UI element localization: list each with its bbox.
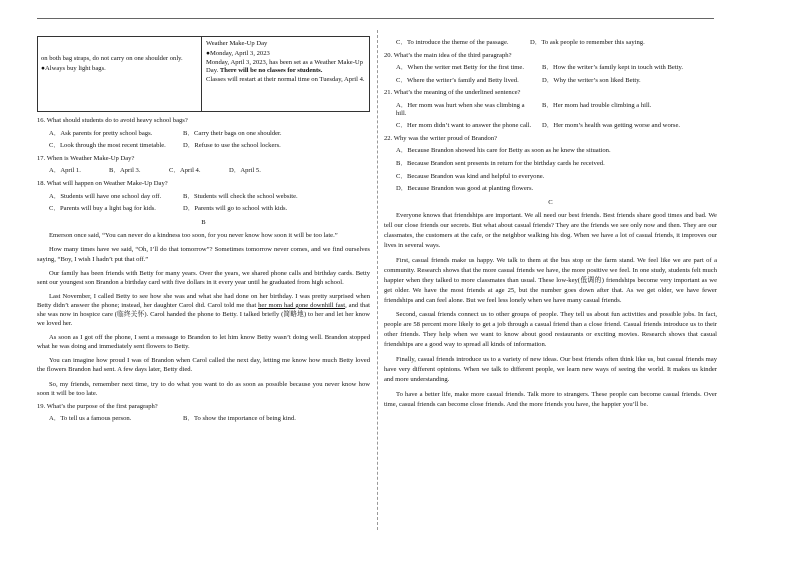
option-b: B．Carry their bags on one shoulder. <box>183 129 282 137</box>
passage-c-letter: C <box>548 198 553 206</box>
options <box>384 147 717 192</box>
option-a: A．April 1. <box>49 167 81 175</box>
passage-c-paragraph: To have a better life, make more casual friends. Talk more to strangers. These people can become casual friends. Over time, casual friends can become close friends. And the more friends you have, the happier you’ll be. <box>384 390 717 408</box>
passage-c-paragraph: Everyone knows that friendships are important. We all need our best friends. Best friends share good times and bad. We tell our close friends our secrets. But what about casual friends? They are the friends we see only now and then. They are our classmates, the customers at the cafe, or the neighbor walking his dog. When we have a lot of casual friends, it improves our lives in several ways. <box>384 212 717 250</box>
notice-table-left-cell <box>38 37 202 111</box>
notice-table-right-cell <box>202 37 369 111</box>
option-c: C．Parents will buy a light bag for kids. <box>49 205 156 213</box>
options <box>37 415 370 423</box>
option-a: A．When the writer met Betty for the first time. <box>396 64 524 72</box>
passage-b-paragraph: Emerson once said, “You can never do a kindness too soon, for you never know how soon it will be too late.” <box>49 232 338 240</box>
question-22 <box>384 135 717 193</box>
passage-b-paragraph: How many times have we said, “Oh, I’ll do that tomorrow”? Sometimes tomorrow never comes, and we find ourselves saying, “Boy, I wish I hadn’t put that off.” <box>37 246 370 263</box>
options <box>37 193 370 213</box>
question-19-options-continued <box>384 39 717 47</box>
options <box>37 130 370 150</box>
notice-body <box>206 59 365 74</box>
underlined-sentence: her mom had gone downhill fast <box>258 301 346 309</box>
option-b: B．To show the importance of being kind. <box>183 415 296 423</box>
text: , and that she was now in hospice care (临终关怀). Carol handed the phone to Betty. I talked briefly (简略地) to her and let her know we loved her. <box>37 301 370 328</box>
question-18 <box>37 180 370 213</box>
option-b: B．Students will check the school website. <box>183 192 298 200</box>
question-16 <box>37 117 370 150</box>
option-a: A．Her mom was hurt when she was climbing a hill. <box>396 101 525 117</box>
left-column <box>37 36 370 423</box>
column-divider <box>377 30 378 530</box>
option-b: B．Her mom had trouble climbing a hill. <box>542 101 652 109</box>
options <box>37 167 370 175</box>
passage-b-letter: B <box>201 218 206 226</box>
notice-text: Monday, April 3, 2023, has been set as a Weather Make-Up Day. <box>206 59 363 74</box>
option-c: C．Her mom didn’t want to answer the phone call. <box>396 122 532 130</box>
notice-date: ●Monday, April 3, 2023 <box>206 49 270 57</box>
option-d: D．Parents will go to school with kids. <box>183 205 288 213</box>
option-c: C．Where the writer’s family and Betty lived. <box>396 76 519 84</box>
question-20 <box>384 52 717 85</box>
option-d: D．To ask people to remember this saying. <box>530 39 645 46</box>
table-left-line1: on both bag straps, do not carry on one shoulder only. <box>41 55 183 62</box>
passage-b-paragraph: As soon as I got off the phone, I sent a message to Brandon to let him know Betty wasn’t doing well. Brandon stopped what he was doing and immediately sent flowers to Betty. <box>37 334 370 351</box>
options <box>384 64 717 84</box>
passage-c-paragraph: Finally, casual friends introduce us to a variety of new ideas. Our best friends often think like us, but casual friends may have very different opinions. When we talk to different people, we learn new ways of seeing the world. It makes us kinder and more understanding. <box>384 356 717 383</box>
option-a: A．Ask parents for pretty school bags. <box>49 129 153 137</box>
question-text: 17. When is Weather Make-Up Day? <box>37 154 135 162</box>
option-d: D．Because Brandon was good at planting flowers. <box>396 185 534 193</box>
question-17 <box>37 155 370 175</box>
option-b: B．April 3. <box>109 167 141 175</box>
options <box>384 102 717 130</box>
notice-restart: Classes will restart at their normal time on Tuesday, April 4. <box>206 76 365 84</box>
passage-b-paragraph: So, my friends, remember next time, try to do what you want to do as soon as possible because you never know how soon it will be too late. <box>37 380 370 397</box>
question-text: 18. What will happen on Weather Make-Up Day? <box>37 179 168 187</box>
option-d: D．Why the writer’s son liked Betty. <box>542 76 641 84</box>
option-d: D．Her mom’s health was getting worse and worse. <box>542 122 681 130</box>
option-c: C．April 4. <box>169 167 201 175</box>
passage-c-paragraph: First, casual friends make us happy. We talk to them at the bus stop or the farm stand. We feel like we are part of a community. Research shows that the more casual friends we have, the more positive we feel. In one study, students felt much happier when they talked to more classmates than usual. These low-key(低调的) friendships become very important as we get older. We have the most friends at age 25, but the number goes down after that. As we get older, we have fewer friendships and can feel alone. But we feel less lonely when we have many casual friends. <box>384 256 717 304</box>
option-b: B．Because Brandon sent presents in return for the birthday cards he received. <box>396 159 605 167</box>
notice-table <box>37 36 370 112</box>
question-19 <box>37 403 370 423</box>
passage-b-paragraph: You can imagine how proud I was of Brandon when Carol called the next day, letting me know how much Betty loved the flowers Brandon had sent. A few days later, Betty died. <box>37 357 370 374</box>
option-a: A．To tell us a famous person. <box>49 415 132 423</box>
question-21 <box>384 89 717 129</box>
option-c: C．To introduce the theme of the passage. <box>396 39 509 46</box>
table-left-line2: ●Always buy light bags. <box>41 64 106 72</box>
passage-b-paragraph: Our family has been friends with Betty for many years. Over the years, we shared phone calls and birthday cards. Betty sent our youngest son Brandon a birthday card with five dollars in it every year until he graduated from high school. <box>37 269 370 286</box>
question-text: 16. What should students do to avoid heavy school bags? <box>37 117 188 124</box>
text: Last November, I called Betty to see how she was and what she had done on her birthday. I was pretty surprised when Betty didn’t answer the phone; instead, her daughter Carol did. Carol told me that <box>37 292 370 309</box>
notice-title: Weather Make-Up Day <box>206 40 268 47</box>
passage-b-paragraph-underlined <box>37 292 370 328</box>
option-b: B．How the writer’s family kept in touch with Betty. <box>542 64 684 72</box>
question-text: 20. What’s the main idea of the third paragraph? <box>384 51 512 59</box>
right-column <box>384 36 717 410</box>
notice-bold: There will be no classes for students. <box>219 66 323 74</box>
option-d: D．April 5. <box>229 167 261 175</box>
question-text: 21. What’s the meaning of the underlined sentence? <box>384 89 521 97</box>
question-text: 19. What’s the purpose of the first paragraph? <box>37 402 158 410</box>
option-c: C．Look through the most recent timetable. <box>49 142 166 150</box>
option-a: A．Students will have one school day off. <box>49 192 162 200</box>
top-rule <box>37 18 714 19</box>
option-d: D．Refuse to use the school lockers. <box>183 142 281 150</box>
question-text: 22. Why was the writer proud of Brandon? <box>384 134 498 142</box>
option-c: C．Because Brandon was kind and helpful to everyone. <box>396 172 545 180</box>
passage-c-paragraph: Second, casual friends connect us to other groups of people. They tell us about fun activities and possible jobs. In fact, people are 58 percent more likely to get a job through a casual friend than a close friend. Casual friends introduce us to their other friends. They help when we want to know about good restaurants or exciting movies. Research shows that casual friendships are a good way to spread all kinds of information. <box>384 311 717 349</box>
option-a: A．Because Brandon showed his care for Betty as soon as he knew the situation. <box>396 147 611 155</box>
